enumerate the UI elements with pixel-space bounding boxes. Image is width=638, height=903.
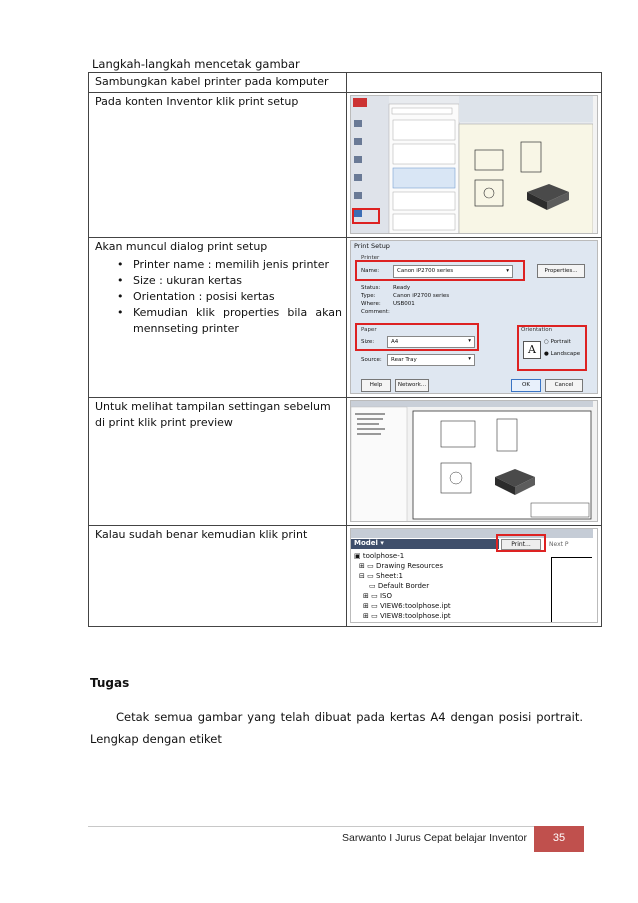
source-label: Source: bbox=[361, 357, 382, 363]
chevron-down-icon: ▾ bbox=[468, 338, 471, 344]
step-2-text: Pada konten Inventor klik print setup bbox=[89, 93, 347, 238]
tree-item-label: ISO bbox=[379, 592, 392, 600]
step-4-text: Untuk melihat tampilan settingan sebelum di print klik print preview bbox=[89, 398, 347, 526]
tree-item-default-border[interactable]: ▭ Default Border bbox=[369, 582, 430, 590]
tree-root-label: toolphose-1 bbox=[362, 552, 405, 560]
list-item: • Kemudian klik properties bila akan mennseting printer bbox=[117, 305, 342, 337]
print-menu-illustration bbox=[351, 96, 593, 234]
model-title-text: Model bbox=[354, 539, 378, 547]
orientation-group-label: Orientation bbox=[521, 327, 553, 333]
status-label: Status: bbox=[361, 285, 381, 291]
help-button[interactable]: Help bbox=[361, 379, 391, 392]
step-4-image-cell bbox=[347, 398, 602, 526]
sheet-edge bbox=[551, 557, 592, 623]
print-preview-illustration bbox=[351, 401, 593, 522]
tree-item-label: Drawing Resources bbox=[375, 562, 444, 570]
list-item: • Printer name : memilih jenis printer bbox=[117, 257, 342, 273]
step-3-cell bbox=[89, 238, 347, 398]
toolbar bbox=[351, 529, 593, 538]
step-5-text: Kalau sudah benar kemudian klik print bbox=[89, 526, 347, 627]
where-value: USB001 bbox=[393, 301, 415, 307]
chevron-down-icon: ▾ bbox=[506, 268, 509, 274]
table-row bbox=[89, 238, 602, 398]
step-5-image-cell bbox=[347, 526, 602, 627]
print-button[interactable]: Print... bbox=[501, 539, 541, 550]
ok-button[interactable]: OK bbox=[511, 379, 541, 392]
next-page-label: Next P bbox=[549, 541, 569, 548]
print-setup-dialog bbox=[350, 240, 598, 394]
tree-item-view8[interactable]: ⊞ ▭ VIEW8:toolphose.ipt bbox=[363, 612, 451, 620]
where-label: Where: bbox=[361, 301, 381, 307]
tree-item-iso[interactable]: ⊞ ▭ ISO bbox=[363, 592, 392, 600]
print-button-highlight bbox=[496, 534, 546, 552]
portrait-label: Portrait bbox=[550, 339, 571, 345]
step-3-image-cell bbox=[347, 238, 602, 398]
table-row bbox=[89, 398, 602, 526]
print-preview-screenshot bbox=[350, 400, 598, 522]
network-button[interactable]: Network... bbox=[395, 379, 429, 392]
footer-divider bbox=[88, 826, 583, 827]
landscape-radio[interactable]: ● Landscape bbox=[544, 351, 581, 357]
table-row bbox=[89, 73, 602, 93]
steps-table bbox=[88, 72, 602, 627]
step-3-text: Akan muncul dialog print setup bbox=[95, 240, 268, 253]
page-number: 35 bbox=[534, 826, 584, 852]
type-label: Type: bbox=[361, 293, 376, 299]
dialog-title: Print Setup bbox=[354, 242, 390, 250]
print-setup-options-list bbox=[95, 257, 342, 337]
size-label: Size: bbox=[361, 339, 375, 345]
tugas-heading: Tugas bbox=[90, 676, 130, 690]
tree-root[interactable]: ▣ toolphose-1 bbox=[354, 552, 405, 560]
paper-source-select[interactable] bbox=[387, 354, 475, 366]
cancel-button[interactable]: Cancel bbox=[545, 379, 583, 392]
table-row bbox=[89, 93, 602, 238]
list-item: • Size : ukuran kertas bbox=[117, 273, 342, 289]
type-value: Canon iP2700 series bbox=[393, 293, 450, 299]
tree-item-label: VIEW6:toolphose.ipt bbox=[379, 602, 451, 610]
chevron-down-icon: ▾ bbox=[468, 356, 471, 362]
printer-group-label: Printer bbox=[361, 255, 380, 261]
inventor-print-menu-screenshot bbox=[350, 95, 598, 234]
printer-name-highlight bbox=[355, 260, 525, 281]
landscape-label: Landscape bbox=[550, 351, 581, 357]
paper-source-value: Rear Tray bbox=[391, 357, 417, 363]
status-value: Ready bbox=[393, 285, 411, 291]
section-heading: Langkah-langkah mencetak gambar bbox=[92, 57, 300, 71]
step-2-image-cell bbox=[347, 93, 602, 238]
footer-text: Sarwanto I Jurus Cepat belajar Inventor bbox=[342, 832, 528, 844]
paper-size-value: A4 bbox=[391, 339, 399, 345]
list-item: • Orientation : posisi kertas bbox=[117, 289, 342, 305]
paper-group-label: Paper bbox=[361, 327, 377, 333]
comment-label: Comment: bbox=[361, 309, 390, 315]
tugas-paragraph: Cetak semua gambar yang telah dibuat pada kertas A4 dengan posisi portrait. Lengkap dengan etiket bbox=[90, 710, 583, 746]
model-panel-title: Model ▾ bbox=[351, 539, 499, 549]
orientation-preview-icon: A bbox=[523, 341, 541, 359]
step-1-text: Sambungkan kabel printer pada komputer bbox=[89, 73, 347, 93]
tree-item-view6[interactable]: ⊞ ▭ VIEW6:toolphose.ipt bbox=[363, 602, 451, 610]
portrait-radio[interactable]: ○ Portrait bbox=[544, 339, 571, 345]
tree-item-label: VIEW8:toolphose.ipt bbox=[379, 612, 451, 620]
tree-item-label: Sheet:1 bbox=[375, 572, 403, 580]
paper-size-highlight bbox=[355, 323, 479, 351]
printer-name-value: Canon iP2700 series bbox=[397, 268, 454, 274]
table-row bbox=[89, 526, 602, 627]
tree-item-sheet[interactable]: ⊟ ▭ Sheet:1 bbox=[359, 572, 403, 580]
step-1-image-cell bbox=[347, 73, 602, 93]
name-label: Name: bbox=[361, 268, 380, 274]
properties-button[interactable]: Properties... bbox=[537, 264, 585, 278]
tree-item-label: Default Border bbox=[377, 582, 430, 590]
model-browser-screenshot bbox=[350, 528, 598, 623]
tree-item-drawing-resources[interactable]: ⊞ ▭ Drawing Resources bbox=[359, 562, 444, 570]
